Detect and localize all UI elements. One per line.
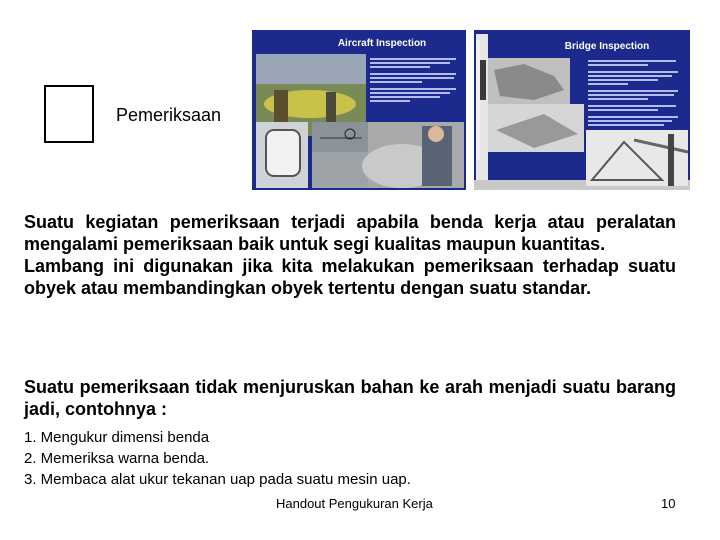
description-paragraph (24, 211, 676, 299)
list-item: 1. Mengukur dimensi benda (24, 429, 210, 446)
list-item: 2. Memeriksa warna benda. (24, 450, 210, 467)
bridge-title: Bridge Inspection (564, 41, 650, 52)
page-number: 10 (661, 496, 676, 511)
aircraft-inspection-image (252, 30, 466, 190)
example-list (24, 427, 411, 490)
aircraft-title: Aircraft Inspection (337, 38, 427, 49)
aircraft-bullets (370, 56, 460, 104)
description-line-2: Lambang ini digunakan jika kita melakukan pemeriksaan terhadap suatu obyek atau membandingkan obyek tertentu dengan suatu standar. (24, 256, 676, 298)
note-paragraph: Suatu pemeriksaan tidak menjuruskan bahan ke arah menjadi suatu barang jadi, contohnya : (24, 377, 676, 419)
aircraft-photos (252, 30, 466, 190)
symbol-label: Pemeriksaan (116, 105, 222, 125)
list-item: 3. Membaca alat ukur tekanan uap pada suatu mesin uap. (24, 471, 411, 488)
bridge-inspection-image (474, 30, 690, 190)
bridge-bullets (588, 58, 686, 128)
inspection-symbol-square (44, 85, 94, 143)
description-line-1: Suatu kegiatan pemeriksaan terjadi apabila benda kerja atau peralatan mengalami pemeriksaan baik untuk segi kualitas maupun kuantitas. (24, 212, 676, 254)
footer-text: Handout Pengukuran Kerja (276, 496, 433, 511)
